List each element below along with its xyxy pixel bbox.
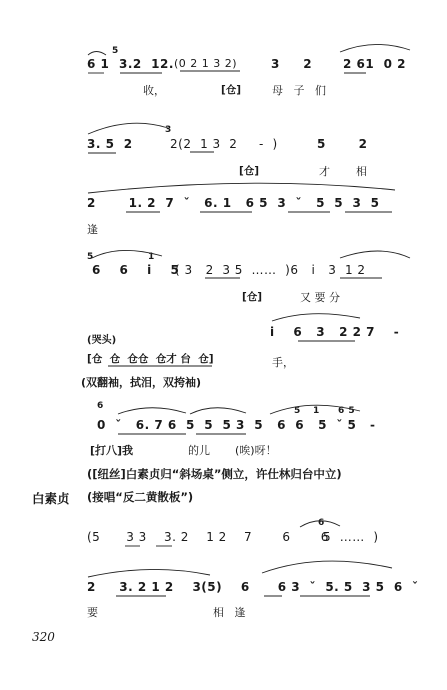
notation-row7: 0 ˇ 6. 7 6 5 5 5 3 5 6 6 5 ˇ 5: [97, 418, 357, 432]
notation-row9-tail: 5 …… ): [323, 530, 379, 544]
grace-note-row9: 6: [318, 518, 325, 528]
dash-row7: -: [370, 418, 376, 432]
notation-row3: 2 1. 2 7 ˇ 6. 1 6 5 3 ˇ 5 5 3 5: [87, 196, 380, 210]
notation-row1-d: 3 2: [271, 57, 313, 71]
notation-row2-c: 5 2: [317, 137, 368, 151]
grace-note-row7-c: 1: [313, 406, 320, 416]
percussion-cang-3: [仓]: [242, 291, 263, 303]
slur: [88, 52, 106, 56]
page-number: 320: [32, 630, 55, 644]
grace-note-row7-b: 5: [294, 406, 301, 416]
lyric-shou2: 手，: [272, 356, 294, 369]
grace-note-row7: 6: [97, 401, 104, 411]
lyric-xiangfeng: 相 逢: [213, 606, 246, 619]
slur: [340, 251, 410, 258]
notation-row4-b: ( 3 2 3 5 …… )6 i 3 1 2: [175, 263, 366, 277]
lyric-aiya: (唉)呀！: [235, 444, 277, 457]
lyric-xiang: 相: [356, 165, 367, 178]
lyric-muzimen: 母 子 们: [272, 84, 326, 97]
notation-row1-e: 2 61 0 2: [343, 57, 406, 71]
direction-kutou: (哭头): [87, 335, 117, 346]
lyric-deer: 的儿: [188, 444, 210, 457]
percussion-cang-2: [仓]: [239, 165, 260, 177]
lyric-feng: 逢: [87, 223, 98, 236]
stage-direction-sleeves: (双翻袖，拭泪，双挎袖): [81, 376, 202, 389]
stage-direction-niusi: ([纽丝]白素贞归“斜场桌”侧立，许仕林归台中立): [87, 467, 342, 481]
grace-note-row4-b: 1: [148, 252, 155, 262]
grace-note-row2: 3: [165, 125, 172, 135]
notation-row9: (5 3 3 3. 2 1 2 7 6 6: [87, 530, 329, 544]
stage-direction-jiechang: (接唱“反二黄散板”): [87, 490, 194, 504]
notation-row5: i 6 3 2 2 7 -: [270, 325, 400, 339]
percussion-cang-1: [仓]: [221, 84, 242, 96]
notation-row1-a: 6 1: [87, 57, 110, 71]
notation-row2-b: 2(2 1 3 2 - ): [170, 137, 278, 151]
notation-row2-a: 3. 5 2: [87, 137, 133, 151]
slur: [190, 408, 246, 414]
slur: [88, 569, 210, 577]
lyric-youyaofen: 又 要 分: [300, 291, 340, 304]
lyric-daba-wo: [打八]我: [90, 444, 134, 457]
slur: [262, 561, 392, 573]
lyric-cai: 才: [319, 165, 330, 178]
notation-row1-b: 3.2 12.: [119, 57, 174, 71]
grace-note-row7-d: 6 5: [338, 406, 356, 416]
lyric-yao: 要: [87, 606, 98, 619]
slur: [118, 408, 186, 414]
grace-note-row1: 5: [112, 46, 119, 56]
notation-row4-a: 6 6 i 5: [92, 263, 180, 277]
slur: [88, 183, 395, 193]
notation-row10: 2 3. 2 1 2 3(5) 6 6 3 ˇ 5. 5 3 5 6 ˇ: [87, 580, 419, 594]
slur: [88, 123, 168, 134]
slur: [340, 44, 410, 52]
grace-note-row4: 5: [87, 252, 94, 262]
speaker-name: 白素贞: [32, 491, 70, 506]
lyric-shou: 收，: [143, 84, 165, 97]
notation-row1-c: (0 2 1 3 2): [174, 57, 238, 70]
slur: [272, 314, 360, 321]
percussion-pattern: [仓 仓 仓仓 仓才 台 仓]: [87, 353, 214, 365]
